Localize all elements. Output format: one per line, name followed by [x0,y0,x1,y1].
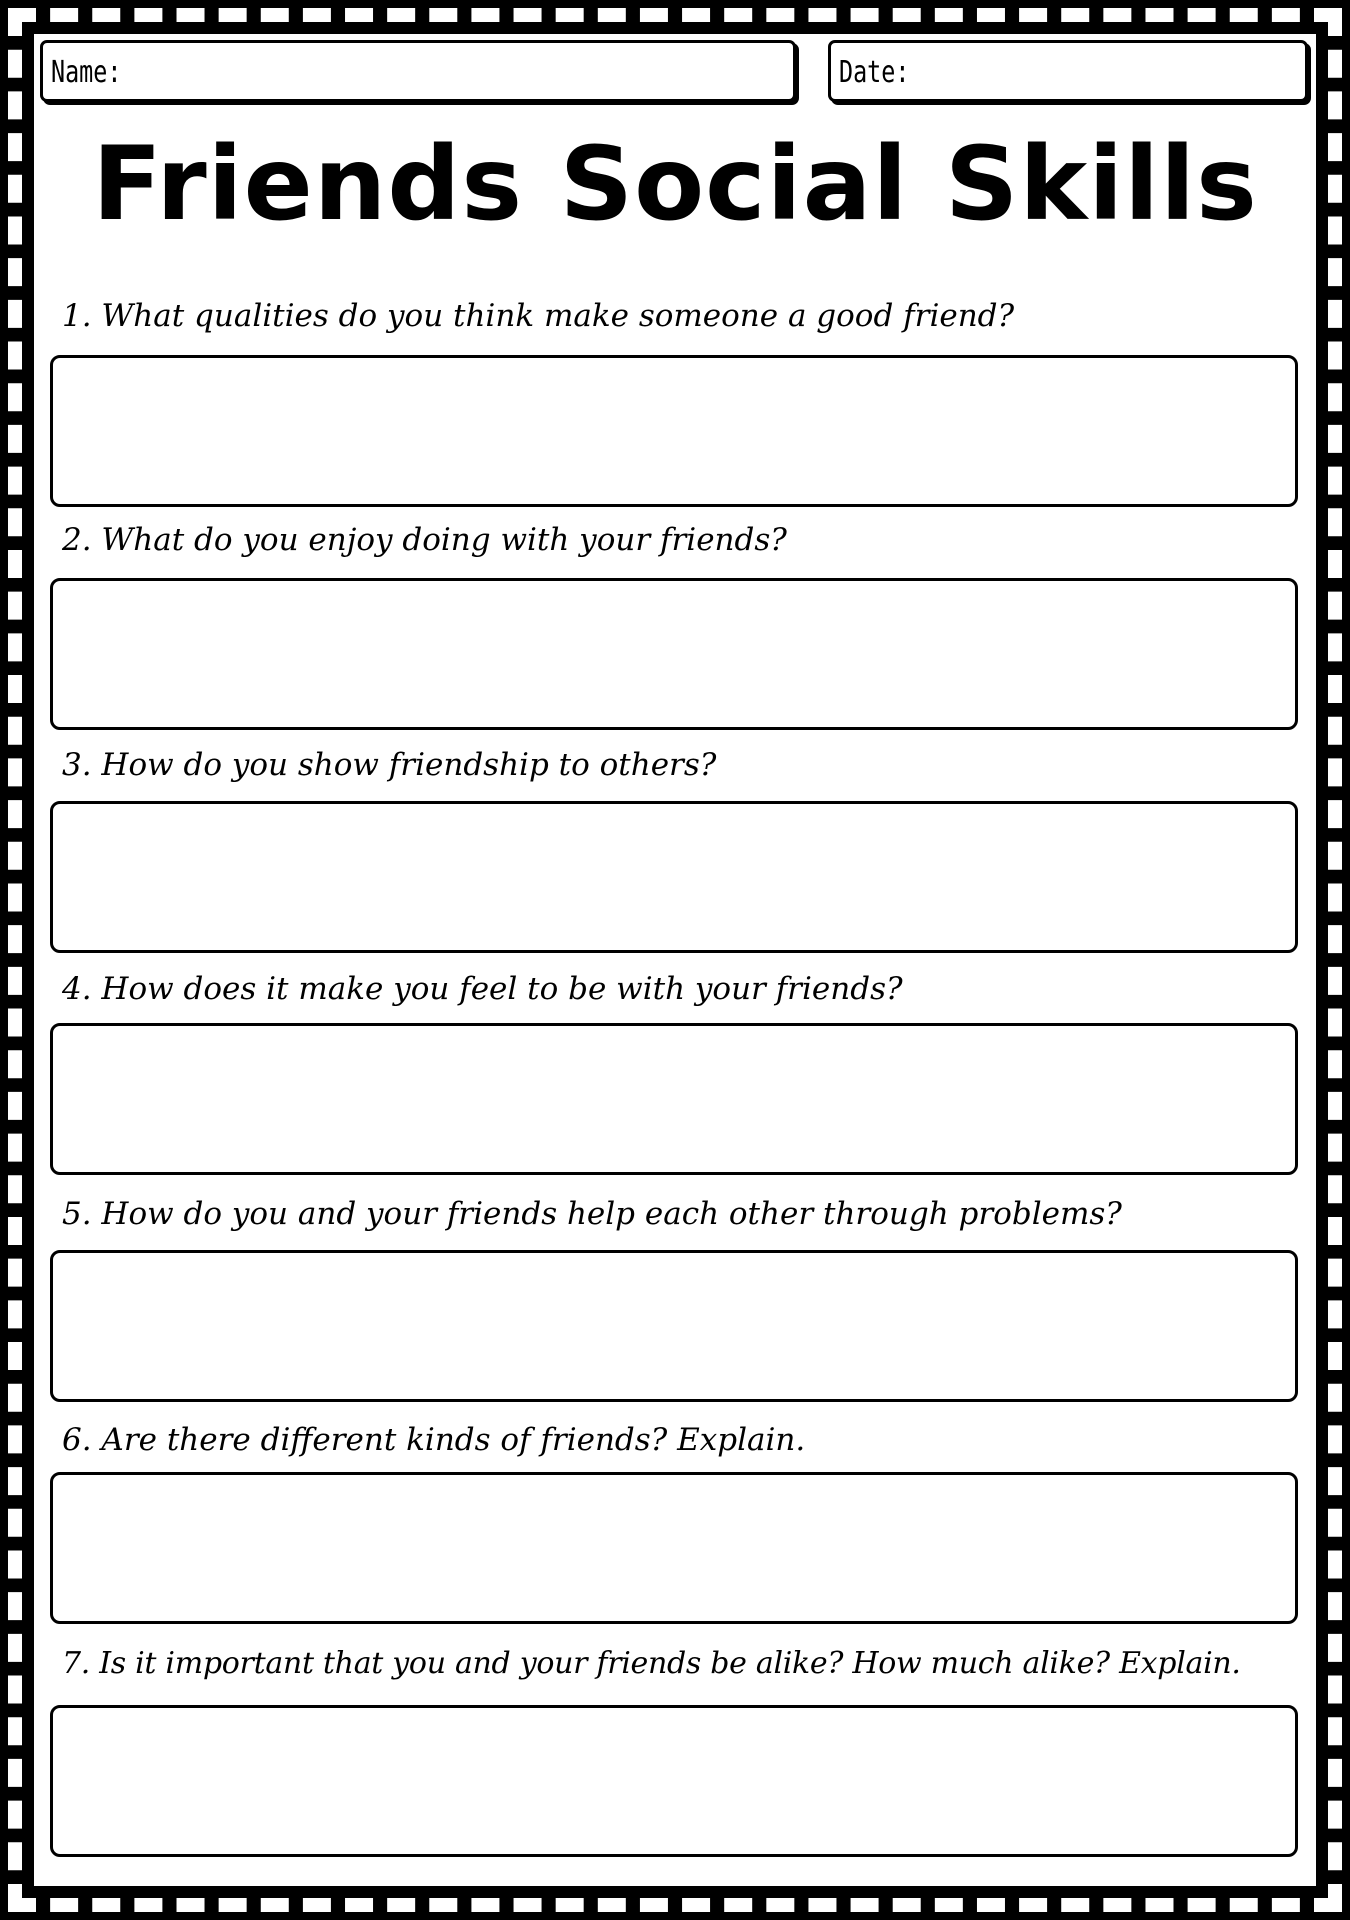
question-2-label: 2. What do you enjoy doing with your friends? [62,522,787,558]
question-6-label: 6. Are there different kinds of friends? Explain. [62,1422,806,1458]
question-6-answer-box[interactable] [50,1472,1298,1624]
question-1-answer-box[interactable] [50,355,1298,507]
question-2-answer-box[interactable] [50,578,1298,730]
question-5-label: 5. How do you and your friends help each other through problems? [62,1196,1122,1232]
date-field[interactable] [828,40,1308,102]
question-7-answer-box[interactable] [50,1705,1298,1857]
question-3-answer-box[interactable] [50,801,1298,953]
date-label: Date: [839,55,910,90]
question-1-label: 1. What qualities do you think make someone a good friend? [62,298,1015,334]
question-4-label: 4. How does it make you feel to be with your friends? [62,971,903,1007]
question-5-answer-box[interactable] [50,1250,1298,1402]
page-title: Friends Social Skills [92,125,1258,244]
name-label: Name: [51,55,122,90]
question-3-label: 3. How do you show friendship to others? [62,747,717,783]
question-7-label: 7. Is it important that you and your friends be alike? How much alike? Explain. [62,1646,1241,1681]
question-4-answer-box[interactable] [50,1023,1298,1175]
name-field[interactable] [40,40,796,102]
